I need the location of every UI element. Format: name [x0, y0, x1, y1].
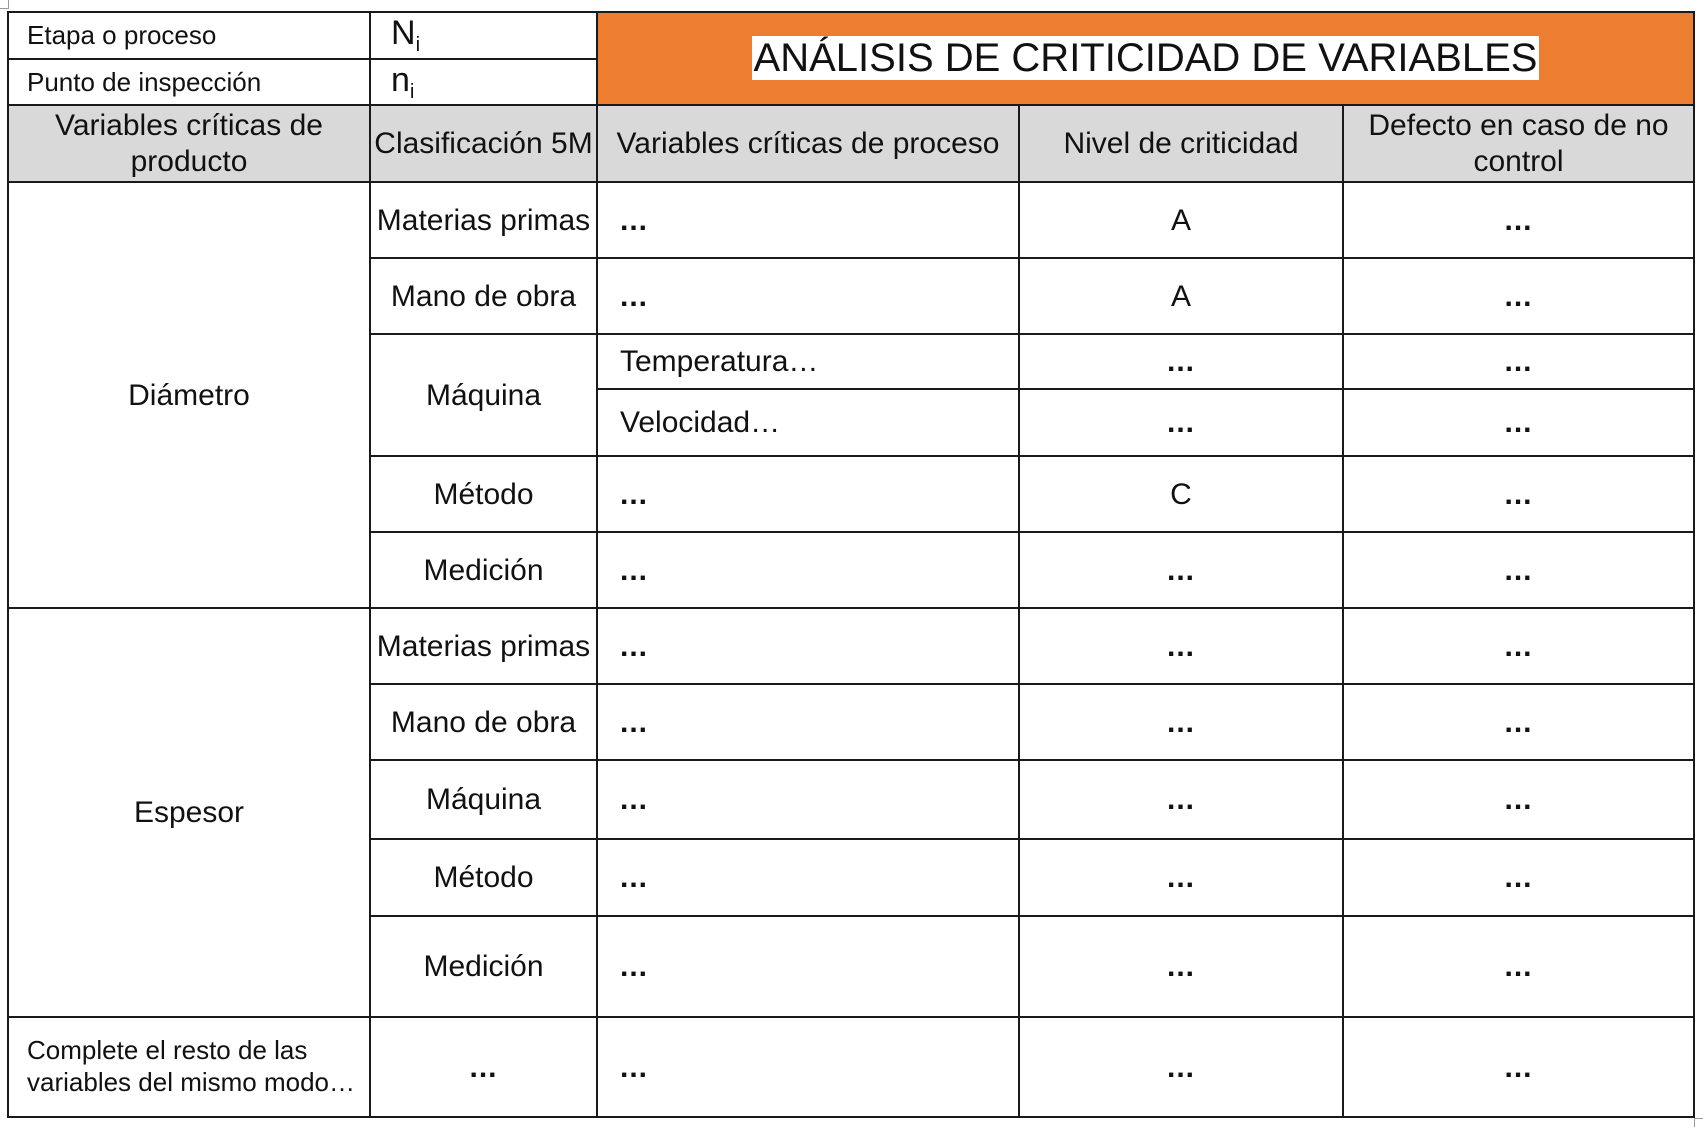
defect-cell: ... [1343, 760, 1694, 839]
criticality-level: ... [1019, 334, 1343, 389]
process-variable: ... [597, 258, 1019, 334]
process-variable: ... [597, 182, 1019, 258]
defect-cell: ... [1343, 608, 1694, 684]
header-producto: Variables críticas de producto [8, 105, 370, 182]
process-variable: ... [597, 760, 1019, 839]
product-variable: Diámetro [8, 182, 370, 608]
etapa-label: Etapa o proceso [8, 12, 370, 59]
criticality-level: ... [1019, 916, 1343, 1017]
m-category: Medición [370, 532, 597, 608]
process-variable: ... [597, 456, 1019, 532]
defect-cell: ... [1343, 532, 1694, 608]
defect-cell: ... [1343, 334, 1694, 389]
m-category: ... [370, 1017, 597, 1117]
process-variable: ... [597, 1017, 1019, 1117]
m-category: Medición [370, 916, 597, 1017]
criticality-level: ... [1019, 532, 1343, 608]
header-proceso: Variables críticas de proceso [597, 105, 1019, 182]
criticality-level: ... [1019, 608, 1343, 684]
process-variable: ... [597, 684, 1019, 760]
crop-mark-bottom-right [1694, 1118, 1703, 1127]
defect-cell: ... [1343, 1017, 1694, 1117]
complete-rest-note: Complete el resto de las variables del mismo modo… [8, 1017, 370, 1117]
criticality-level: ... [1019, 1017, 1343, 1117]
m-category: Máquina [370, 760, 597, 839]
defect-cell: ... [1343, 258, 1694, 334]
m-category: Método [370, 839, 597, 916]
defect-cell: ... [1343, 684, 1694, 760]
m-category: Materias primas [370, 608, 597, 684]
header-nivel: Nivel de criticidad [1019, 105, 1343, 182]
crop-mark-top-left [0, 0, 9, 9]
m-category: Método [370, 456, 597, 532]
criticality-table [7, 11, 1695, 1118]
process-variable: ... [597, 532, 1019, 608]
process-variable: Temperatura… [597, 334, 1019, 389]
criticality-level: ... [1019, 389, 1343, 456]
process-variable: ... [597, 916, 1019, 1017]
defect-cell: ... [1343, 839, 1694, 916]
header-defecto: Defecto en caso de no control [1343, 105, 1694, 182]
defect-cell: ... [1343, 389, 1694, 456]
criticality-level: A [1019, 258, 1343, 334]
m-category: Mano de obra [370, 258, 597, 334]
punto-value: $n_i$ [370, 59, 597, 105]
etapa-value: $N_i$ [370, 12, 597, 59]
defect-cell: ... [1343, 456, 1694, 532]
process-variable: ... [597, 839, 1019, 916]
process-variable: ... [597, 608, 1019, 684]
criticality-level: ... [1019, 760, 1343, 839]
defect-cell: ... [1343, 182, 1694, 258]
header-clasificacion: Clasificación 5M [370, 105, 597, 182]
m-category: Mano de obra [370, 684, 597, 760]
criticality-level: C [1019, 456, 1343, 532]
m-category: Materias primas [370, 182, 597, 258]
process-variable: Velocidad… [597, 389, 1019, 456]
table-title: ANÁLISIS DE CRITICIDAD DE VARIABLES [597, 12, 1694, 105]
m-category: Máquina [370, 334, 597, 456]
criticality-level: ... [1019, 839, 1343, 916]
product-variable: Espesor [8, 608, 370, 1017]
criticality-level: ... [1019, 684, 1343, 760]
defect-cell: ... [1343, 916, 1694, 1017]
criticality-level: A [1019, 182, 1343, 258]
punto-label: Punto de inspección [8, 59, 370, 105]
